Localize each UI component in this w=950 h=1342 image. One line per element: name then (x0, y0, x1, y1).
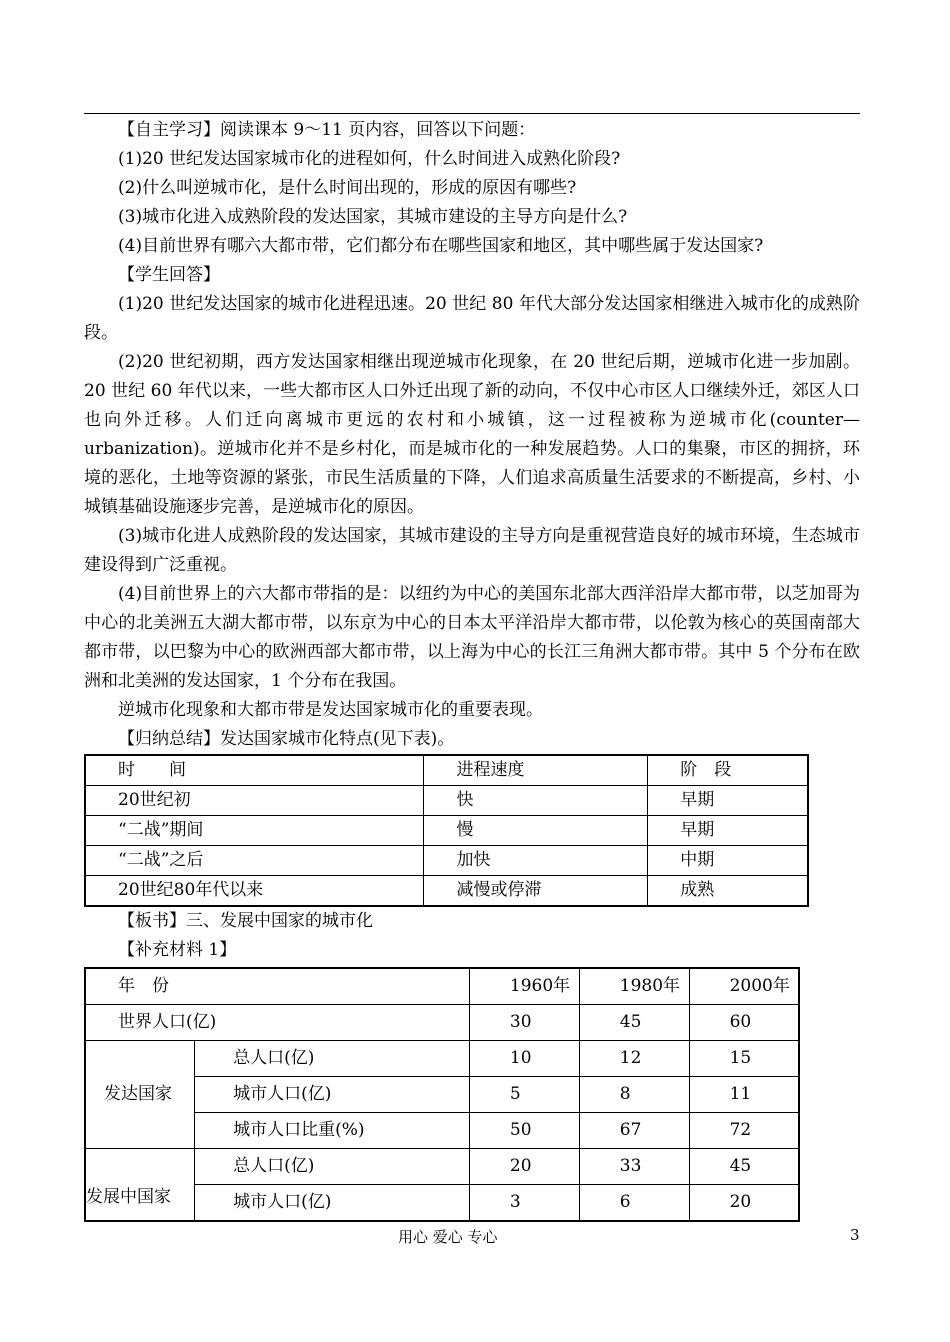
row-label: 总人口(亿) (195, 1041, 470, 1077)
table-cell: 中期 (648, 846, 808, 876)
table-cell: “二战”之后 (85, 846, 424, 876)
table-cell: “二战”期间 (85, 816, 424, 846)
population-table (84, 967, 800, 1222)
table-cell: 67 (579, 1113, 689, 1149)
row-label: 总人口(亿) (195, 1149, 470, 1185)
year-cell: 1960年 (469, 968, 579, 1005)
table-cell: 6 (579, 1185, 689, 1222)
table-header-cell: 阶 段 (648, 755, 808, 786)
table-cell: 8 (579, 1077, 689, 1113)
paragraph: 【补充材料 1】 (118, 940, 237, 960)
table-row (85, 1005, 799, 1041)
table-cell: 快 (424, 786, 648, 816)
table-cell: 12 (579, 1041, 689, 1077)
table-header-cell: 进程速度 (424, 755, 648, 786)
row-label: 城市人口(亿) (195, 1185, 470, 1222)
table-cell: 20世纪初 (85, 786, 424, 816)
paragraph: 逆城市化现象和大都市带是发达国家城市化的重要表现。 (118, 700, 543, 720)
table-cell: 30 (469, 1005, 579, 1041)
paragraph: (1)20 世纪发达国家的城市化进程迅速。20 世纪 80 年代大部分发达国家相继进入城市化的成熟阶段。 (84, 294, 860, 343)
table-cell: 60 (689, 1005, 799, 1041)
table-cell: 早期 (648, 786, 808, 816)
page-number: 3 (850, 1226, 860, 1244)
paragraph: 【自主学习】阅读课本 9～11 页内容，回答以下问题： (118, 120, 536, 140)
table-cell: 11 (689, 1077, 799, 1113)
paragraph: (1)20 世纪发达国家城市化的进程如何，什么时间进入成熟化阶段? (118, 149, 621, 169)
table-cell: 33 (579, 1149, 689, 1185)
table-row (85, 816, 808, 846)
page-content (84, 116, 860, 1222)
table-cell: 50 (469, 1113, 579, 1149)
header-rule (84, 113, 860, 114)
table-row (85, 786, 808, 816)
paragraph: (2)20 世纪初期，西方发达国家相继出现逆城市化现象，在 20 世纪后期，逆城市化进一步加剧。20 世纪 60 年代以来，一些大都市区人口外迁出现了新的动向，不仅中心市区人口继续外迁，郊区人口也向外迁移。人们迁向离城市更远的农村和小城镇，这一过程被称为逆城市化(counter—urbanization)。逆城市化并不是乡村化，而是城市化的一种发展趋势。人口的集聚，市区的拥挤，环境的恶化，土地等资源的紧张，市民生活质量的下降，人们追求高质量生活要求的不断提高，乡村、小城镇基础设施逐步完善，是逆城市化的原因。 (84, 352, 860, 517)
table-cell: 3 (469, 1185, 579, 1222)
year-cell: 2000年 (689, 968, 799, 1005)
paragraph: (2)什么叫逆城市化，是什么时间出现的，形成的原因有哪些? (118, 178, 577, 198)
paragraph: (4)目前世界有哪六大都市带，它们都分布在哪些国家和地区，其中哪些属于发达国家? (118, 236, 764, 256)
world-population-label: 世界人口(亿) (85, 1005, 469, 1041)
table-cell: 5 (469, 1077, 579, 1113)
table-cell: 减慢或停滞 (424, 876, 648, 907)
table-cell: 20 (469, 1149, 579, 1185)
year-label: 年 份 (85, 968, 469, 1005)
paragraph: 【板书】三、发展中国家的城市化 (118, 911, 373, 931)
paragraph: (3)城市化进人成熟阶段的发达国家，其城市建设的主导方向是重视营造良好的城市环境，生态城市建设得到广泛重视。 (84, 526, 860, 575)
urbanization-features-table (84, 754, 809, 907)
table-cell: 成熟 (648, 876, 808, 907)
table-cell: 10 (469, 1041, 579, 1077)
table-cell: 慢 (424, 816, 648, 846)
paragraph: (4)目前世界上的六大都市带指的是：以纽约为中心的美国东北部大西洋沿岸大都市带，以芝加哥为中心的北美洲五大湖大都市带，以东京为中心的日本太平洋沿岸大都市带，以伦敦为核心的英国南部大都市带，以巴黎为中心的欧洲西部大都市带，以上海为中心的长江三角洲大都市带。其中 5 个分布在欧洲和北美洲的发达国家，1 个分布在我国。 (84, 584, 860, 691)
table-cell: 20 (689, 1185, 799, 1222)
table-row (85, 876, 808, 907)
developing-group-label: 发展中国家 (85, 1149, 195, 1222)
table-header-row (85, 968, 799, 1005)
table-row (85, 1041, 799, 1077)
table-cell: 15 (689, 1041, 799, 1077)
table-cell: 45 (689, 1149, 799, 1185)
table-cell: 45 (579, 1005, 689, 1041)
row-label: 城市人口比重(%) (195, 1113, 470, 1149)
paragraph: 【学生回答】 (118, 265, 220, 285)
paragraph: (3)城市化进入成熟阶段的发达国家，其城市建设的主导方向是什么? (118, 207, 628, 227)
table-cell: 20世纪80年代以来 (85, 876, 424, 907)
footer-motto: 用心 爱心 专心 (398, 1228, 498, 1246)
table-row (85, 1149, 799, 1185)
table-cell: 加快 (424, 846, 648, 876)
table-cell: 早期 (648, 816, 808, 846)
row-label: 城市人口(亿) (195, 1077, 470, 1113)
developed-group-label: 发达国家 (85, 1041, 195, 1149)
table-cell: 72 (689, 1113, 799, 1149)
table-header-cell: 时 间 (85, 755, 424, 786)
table-row (85, 846, 808, 876)
paragraph: 【归纳总结】发达国家城市化特点(见下表)。 (118, 729, 455, 749)
table-header-row (85, 755, 808, 786)
year-cell: 1980年 (579, 968, 689, 1005)
